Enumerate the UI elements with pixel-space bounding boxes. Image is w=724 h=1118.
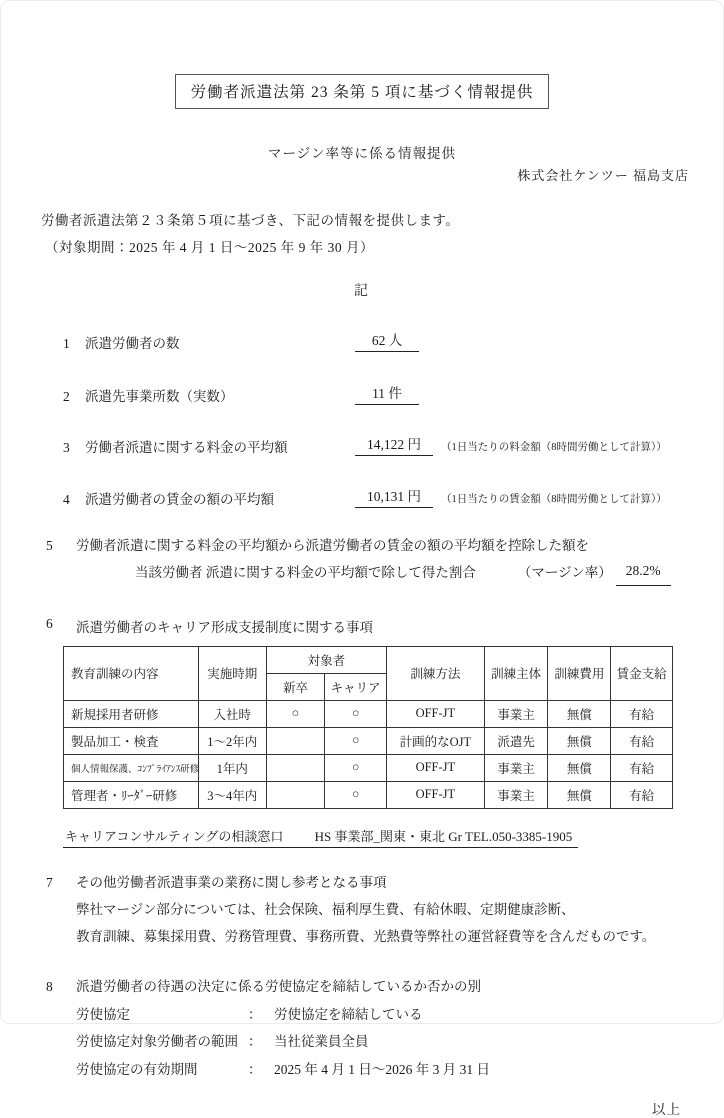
table-row bbox=[64, 727, 673, 754]
item-label: 派遣労働者の数 bbox=[85, 336, 180, 351]
ki-marker: 記 bbox=[354, 284, 370, 299]
item-6-career-support bbox=[46, 616, 723, 809]
table-header-provider: 訓練主体 bbox=[484, 646, 548, 700]
item-note: （1日当たりの賃金額（8時間労働として計算）） bbox=[441, 494, 667, 505]
item-7-line-1: 弊社マージン部分については、社会保険、福利厚生費、有給休暇、定期健康診断、 bbox=[76, 901, 575, 917]
margin-rate-value: 28.2% bbox=[616, 559, 671, 586]
item-6-heading bbox=[46, 616, 723, 636]
table-cell: 新規採用者研修 bbox=[64, 700, 199, 727]
agreement-label: 労使協定 bbox=[76, 1006, 130, 1022]
table-cell: ○ bbox=[266, 700, 325, 727]
table-header-row-1 bbox=[64, 646, 673, 673]
table-cell: 有給 bbox=[611, 781, 673, 808]
table-cell bbox=[266, 727, 325, 754]
colon: ： bbox=[248, 1061, 262, 1077]
table-row bbox=[64, 781, 673, 808]
item-number: 6 bbox=[46, 615, 53, 631]
table-cell: 製品加工・検査 bbox=[64, 727, 199, 754]
consult-label: キャリアコンサルティングの相談窓口 bbox=[65, 828, 284, 844]
table-cell: 無償 bbox=[548, 727, 611, 754]
agreement-label: 労使協定の有効期間 bbox=[76, 1061, 198, 1077]
document-subtitle: マージン率等に係る情報提供 bbox=[268, 146, 456, 161]
agreement-value: 2025 年 4 月 1 日～2026 年 3 月 31 日 bbox=[274, 1061, 490, 1077]
table-cell: 個人情報保護、ｺﾝﾌﾟﾗｲｱﾝｽ研修 bbox=[64, 754, 199, 781]
career-consulting-contact bbox=[63, 826, 578, 848]
agreement-row bbox=[76, 1028, 723, 1056]
table-header-target: 対象者 bbox=[266, 646, 386, 673]
table-row bbox=[64, 700, 673, 727]
margin-rate-label: （マージン率） bbox=[517, 564, 612, 580]
table-cell: ○ bbox=[325, 781, 387, 808]
table-cell: 有給 bbox=[611, 754, 673, 781]
table-cell: ○ bbox=[325, 727, 387, 754]
item-value: 10,131 円 bbox=[355, 485, 433, 508]
item-label: 派遣労働者の賃金の額の平均額 bbox=[85, 492, 274, 507]
item-7-other-reference bbox=[46, 869, 723, 950]
table-cell: 1～2年内 bbox=[198, 727, 266, 754]
table-cell: 派遣先 bbox=[484, 727, 548, 754]
table-cell: 事業主 bbox=[484, 700, 548, 727]
item-number: 4 bbox=[63, 492, 70, 507]
company-name: 株式会社ケンツー 福島支店 bbox=[517, 168, 689, 183]
table-cell: 管理者・ﾘｰﾀﾞｰ研修 bbox=[64, 781, 199, 808]
table-cell: ○ bbox=[325, 700, 387, 727]
item-text: 派遣労働者の待遇の決定に係る労使協定を締結しているか否かの別 bbox=[76, 978, 481, 994]
item-4-average-wage bbox=[63, 485, 723, 508]
closing-marker: 以上 bbox=[652, 1101, 681, 1117]
table-header-new-grad: 新卒 bbox=[266, 673, 325, 700]
item-value: 11 件 bbox=[355, 382, 419, 405]
item-2-client-offices bbox=[63, 382, 723, 405]
item-8-labor-agreement bbox=[46, 973, 723, 1084]
agreement-row bbox=[76, 1001, 723, 1029]
document-boxed-title: 労働者派遣法第 23 条第 5 項に基づく情報提供 bbox=[175, 74, 549, 109]
colon: ： bbox=[248, 1006, 262, 1022]
agreement-label: 労使協定対象労働者の範囲 bbox=[76, 1034, 238, 1050]
table-header-content: 教育訓練の内容 bbox=[64, 646, 199, 700]
table-cell: OFF-JT bbox=[387, 754, 485, 781]
table-cell: 入社時 bbox=[198, 700, 266, 727]
table-cell: 事業主 bbox=[484, 754, 548, 781]
table-cell: 有給 bbox=[611, 727, 673, 754]
table-header-method: 訓練方法 bbox=[387, 646, 485, 700]
item-number: 8 bbox=[46, 978, 53, 994]
table-cell: 無償 bbox=[548, 754, 611, 781]
item-number: 3 bbox=[63, 440, 70, 455]
item-label: 労働者派遣に関する料金の平均額 bbox=[85, 440, 288, 455]
item-note: （1日当たりの料金額（8時間労働として計算）） bbox=[441, 442, 667, 453]
item-value: 62 人 bbox=[355, 329, 419, 352]
table-cell: 事業主 bbox=[484, 781, 548, 808]
agreement-value: 労使協定を締結している bbox=[274, 1006, 423, 1022]
item-text: 当該労働者 派遣に関する料金の平均額で除して得た割合 bbox=[135, 564, 476, 580]
table-cell: 有給 bbox=[611, 700, 673, 727]
table-header-career: キャリア bbox=[325, 673, 387, 700]
item-5-line-1 bbox=[46, 534, 723, 559]
item-text: 派遣労働者のキャリア形成支援制度に関する事項 bbox=[76, 619, 373, 635]
target-period: （対象期間：2025 年 4 月 1 日～2025 年 9 年 30 月） bbox=[45, 240, 374, 255]
table-cell: 3～4年内 bbox=[198, 781, 266, 808]
item-7-line-2: 教育訓練、募集採用費、労務管理費、事務所費、光熱費等弊社の運営経費等を含んだものです。 bbox=[76, 928, 656, 944]
item-number: 1 bbox=[63, 336, 70, 351]
item-1-dispatched-workers bbox=[63, 329, 723, 352]
table-row bbox=[64, 754, 673, 781]
item-number: 5 bbox=[46, 538, 53, 553]
item-value: 14,122 円 bbox=[355, 433, 433, 456]
item-8-heading bbox=[46, 973, 723, 1001]
training-table bbox=[63, 646, 673, 809]
table-cell bbox=[266, 781, 325, 808]
table-cell: 1年内 bbox=[198, 754, 266, 781]
table-cell: OFF-JT bbox=[387, 700, 485, 727]
agreement-row bbox=[76, 1056, 723, 1084]
agreement-value: 当社従業員全員 bbox=[274, 1034, 369, 1050]
table-header-pay: 賃金支給 bbox=[611, 646, 673, 700]
table-header-cost: 訓練費用 bbox=[548, 646, 611, 700]
item-label: 派遣先事業所数（実数） bbox=[85, 389, 234, 404]
table-header-period: 実施時期 bbox=[198, 646, 266, 700]
item-5-line-2 bbox=[135, 559, 723, 586]
table-cell: 計画的なOJT bbox=[387, 727, 485, 754]
table-cell: 無償 bbox=[548, 700, 611, 727]
item-text: その他労働者派遣事業の業務に関し参考となる事項 bbox=[76, 874, 387, 890]
item-3-average-fee bbox=[63, 433, 723, 456]
consult-value: HS 事業部_関東・東北 Gr TEL.050-3385-1905 bbox=[314, 828, 573, 844]
colon: ： bbox=[248, 1034, 262, 1050]
table-cell bbox=[266, 754, 325, 781]
item-number: 2 bbox=[63, 389, 70, 404]
intro-sentence: 労働者派遣法第２３条第５項に基づき、下記の情報を提供します。 bbox=[41, 213, 460, 228]
table-cell: OFF-JT bbox=[387, 781, 485, 808]
item-5-margin-rate bbox=[46, 534, 723, 586]
item-text: 労働者派遣に関する料金の平均額から派遣労働者の賃金の額の平均額を控除した額を bbox=[76, 538, 589, 553]
item-number: 7 bbox=[46, 874, 53, 890]
table-cell: ○ bbox=[325, 754, 387, 781]
item-7-heading bbox=[46, 869, 723, 896]
table-cell: 無償 bbox=[548, 781, 611, 808]
